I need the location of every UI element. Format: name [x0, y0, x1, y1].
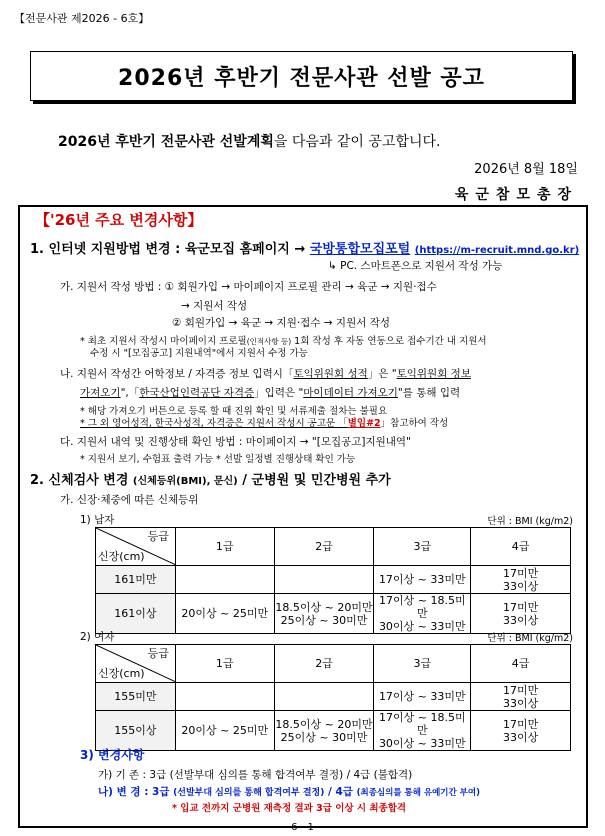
table-row	[96, 683, 571, 711]
grade2-cell	[274, 566, 374, 594]
corner-cell: 등급 신장(cm)	[96, 528, 176, 566]
grade1-cell	[175, 566, 274, 594]
section1-title: 1. 인터넷 지원방법 변경 : 육군모집 홈페이지 → 국방통합모집포털 (https://m-recruit.mnd.go.kr)	[30, 242, 580, 257]
grade4-cell: 17미만 33이상	[471, 711, 571, 751]
height-cell: 155미만	[96, 683, 176, 711]
da-note: * 지원서 보기, 수험표 출력 가능 * 선발 일정별 진행상태 확인 가능	[80, 454, 356, 465]
intro-bold: 2026년 후반기 전문사관 선발계획	[58, 134, 274, 150]
table-row	[96, 711, 571, 751]
ga-line3: ② 회원가입 → 육군 → 지원·접수 → 지원서 작성	[172, 317, 390, 329]
grade3-cell: 17이상 ~ 18.5미만 30이상 ~ 33미만	[374, 594, 471, 634]
section2-title: 2. 신체검사 변경 (신체등위(BMI), 문신) / 군병원 및 민간병원 추가	[30, 473, 391, 488]
document-reference: 【전문사관 제2026 - 6호】	[14, 12, 150, 25]
grade4-cell: 17미만 33이상	[471, 594, 571, 634]
grade4-cell: 17미만 33이상	[471, 683, 571, 711]
height-cell: 161미만	[96, 566, 176, 594]
height-cell: 155이상	[96, 711, 176, 751]
header-grade3: 3급	[374, 645, 471, 683]
intro-text	[58, 131, 440, 151]
ga-note2: 수정 시 "[모집공고] 지원내역"에서 지원서 수정 가능	[90, 348, 308, 359]
male-unit: 단위 : BMI (kg/m2)	[487, 516, 573, 527]
changes-label: 3) 변경사항	[80, 748, 145, 762]
sec2-ga: 가. 신장·체중에 따른 신체등위	[60, 494, 199, 506]
page-number: 6 - 1	[291, 822, 314, 833]
male-label: 1) 남자	[80, 514, 115, 526]
grade2-cell: 18.5이상 ~ 20미만 25이상 ~ 30미만	[274, 711, 374, 751]
grade2-cell: 18.5이상 ~ 20미만 25이상 ~ 30미만	[274, 594, 374, 634]
changes-header: 【'26년 주요 변경사항】	[35, 211, 203, 229]
height-cell: 161이상	[96, 594, 176, 634]
female-bmi-table	[95, 644, 571, 751]
portal-link[interactable]: 국방통합모집포털	[309, 242, 411, 257]
header-grade1: 1급	[175, 645, 274, 683]
na-line1: 나. 지원서 작성간 어학정보 / 자격증 정보 입력시「토익위원회 성적」은 "토익위원회 정보	[60, 368, 471, 380]
na-note1: * 해당 가져오기 버튼으로 등록 할 때 진위 확인 및 서류제출 절차는 불필요	[80, 406, 388, 417]
portal-url[interactable]: (https://m-recruit.mnd.go.kr)	[414, 245, 580, 256]
ga-line2: → 지원서 작성	[181, 300, 248, 312]
grade2-cell	[274, 683, 374, 711]
header-grade4: 4급	[471, 528, 571, 566]
female-label: 2) 여자	[80, 631, 115, 643]
header-grade2: 2급	[274, 528, 374, 566]
na-line2: 가져오기",「한국산업인력공단 자격증」입력은 "마이데이터 가져오기"를 통해 입력	[80, 387, 461, 399]
header-grade2: 2급	[274, 645, 374, 683]
header-grade3: 3급	[374, 528, 471, 566]
announcement-date: 2026년 8월 18일	[474, 162, 578, 177]
signer: 육군참모총장	[454, 187, 578, 203]
intro-rest: 을 다음과 같이 공고합니다.	[273, 134, 441, 150]
title-box	[30, 51, 573, 101]
table-header-row	[96, 528, 571, 566]
grade3-cell: 17이상 ~ 18.5미만 30이상 ~ 33미만	[374, 711, 471, 751]
changes-new: 나) 변 경 : 3급 (선발부대 심의를 통해 합격여부 결정) / 4급 (최종심의를 통해 유예기간 부여)	[98, 786, 480, 798]
changes-existing: 가) 기 존 : 3급 (선발부대 심의를 통해 합격여부 결정) / 4급 (불합격)	[98, 769, 413, 781]
grade3-cell: 17이상 ~ 33미만	[374, 683, 471, 711]
da-line: 다. 지원서 내역 및 진행상태 확인 방법 : 마이페이지 → "[모집공고]지원내역"	[60, 436, 411, 448]
header-grade1: 1급	[175, 528, 274, 566]
table-header-row	[96, 645, 571, 683]
grade1-cell: 20이상 ~ 25미만	[175, 711, 274, 751]
ga-note1: * 최초 지원서 작성시 마이페이지 프로필(인적사항 등) 1회 작성 후 자동 연동으로 접수기간 내 지원서	[80, 336, 487, 347]
grade1-cell: 20이상 ~ 25미만	[175, 594, 274, 634]
na-note2: * 그 외 영어성적, 한국사성적, 자격증은 지원서 작성시 공고문 「별임#2」참고하여 작성	[80, 418, 449, 429]
male-bmi-table	[95, 527, 571, 634]
grade4-cell: 17미만 33이상	[471, 566, 571, 594]
corner-cell: 등급 신장(cm)	[96, 645, 176, 683]
female-unit: 단위 : BMI (kg/m2)	[487, 633, 573, 644]
grade3-cell: 17이상 ~ 33미만	[374, 566, 471, 594]
table-row	[96, 594, 571, 634]
pc-note: ↳ PC. 스마트폰으로 지원서 작성 가능	[328, 260, 503, 272]
page-title: 2026년 후반기 전문사관 선발 공고	[118, 65, 485, 91]
grade1-cell	[175, 683, 274, 711]
changes-note: * 입교 전까지 군병원 재측정 결과 3급 이상 시 최종합격	[172, 803, 407, 814]
header-grade4: 4급	[471, 645, 571, 683]
ga-line1: 가. 지원서 작성 방법 : ① 회원가입 → 마이페이지 프로필 관리 → 육군 → 지원·접수	[60, 281, 437, 293]
table-row	[96, 566, 571, 594]
